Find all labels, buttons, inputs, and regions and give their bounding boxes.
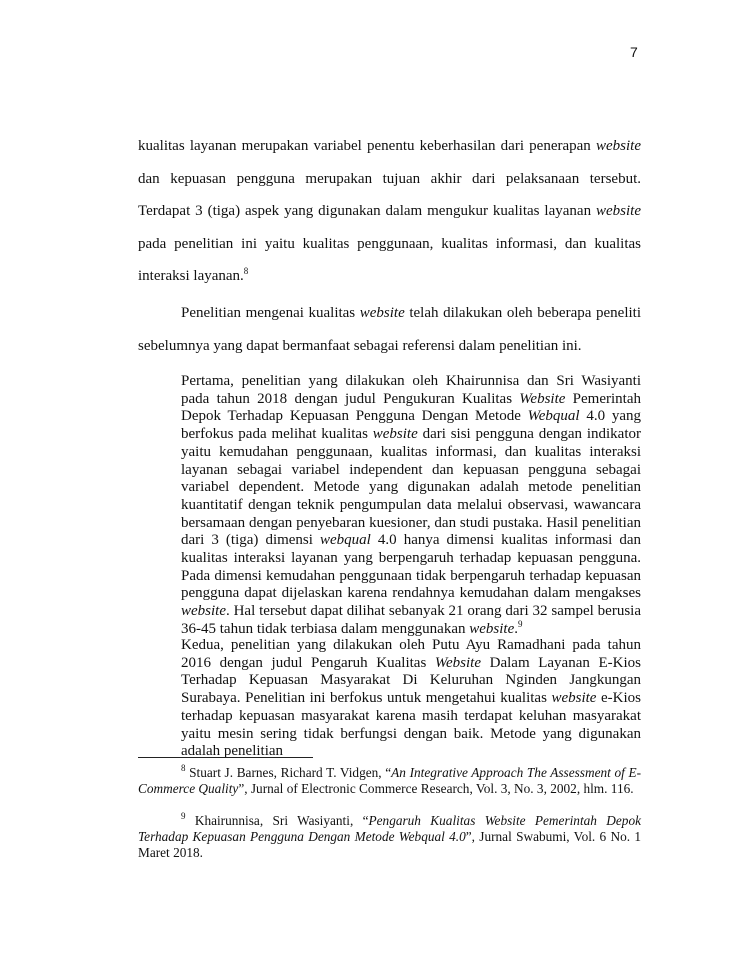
italic-term: webqual [320, 532, 371, 549]
text-run: dan kepuasan pengguna merupakan tujuan akhir dari pelaksanaan tersebut. Terdapat 3 (tiga) aspek yang digunakan dalam mengukur kualitas layanan [138, 170, 641, 220]
footnote-9 [138, 813, 641, 861]
text-run: telah dilakukan oleh beberapa peneliti sebelumnya yang dapat bermanfaat sebagai referensi dalam penelitian ini. [138, 305, 641, 354]
italic-term: website [181, 603, 226, 620]
text-run: Dalam Layanan E-Kios Terhadap Kepuasan Masyarakat Di Keluruhan Nginden Jangkungan Surabaya. Penelitian ini berfokus untuk mengetahui kualitas [181, 654, 641, 707]
body-paragraph-1 [138, 130, 641, 293]
text-run: Pemerintah Depok Terhadap Kepuasan Pengguna Dengan Metode [181, 390, 641, 425]
italic-title: An Integrative Approach The Assessment of E-Commerce Quality [138, 765, 641, 796]
text-run: . [514, 620, 518, 637]
footnote-reference: 9 [518, 618, 523, 629]
page-number: 7 [630, 44, 638, 60]
text-run: Kedua, penelitian yang dilakukan oleh Putu Ayu Ramadhani pada tahun 2016 dengan judul Pengaruh Kualitas [181, 637, 641, 671]
italic-term: website [596, 203, 641, 220]
text-run: . Hal tersebut dapat dilihat sebanyak 21 orang dari 32 sampel berusia 36-45 tahun tidak terbiasa dalam menggunakan [181, 603, 641, 637]
text-run: dari sisi pengguna dengan indikator yaitu kemudahan penggunaan, kualitas informasi, dan kualitas interaksi layanan sebagai variabel independent dan kepuasan pengguna sebagai variabel dependent. Metode yang digunakan adalah metode penelitian kuantitatif dengan teknik pengumpulan data melalui observasi, wawancara bersamaan dengan penyebaran kuesioner, dan studi pustaka. Hasil penelitian dari 3 (tiga) dimensi [181, 426, 641, 549]
footnote-8 [138, 765, 641, 797]
text-run: Stuart J. Barnes, Richard T. Vidgen, “ [185, 765, 392, 780]
text-run: pada penelitian ini yaitu kualitas penggunaan, kualitas informasi, dan kualitas interaksi layanan. [138, 235, 641, 285]
italic-term: Webqual [527, 408, 580, 425]
italic-term: website [372, 426, 418, 443]
block-quote-2 [181, 637, 641, 761]
italic-term: website [596, 138, 641, 154]
footnote-separator [138, 757, 313, 758]
text-run: Penelitian mengenai kualitas [181, 305, 360, 321]
italic-term: Website [434, 654, 482, 671]
footnote-number: 9 [181, 811, 186, 821]
text-run: Khairunnisa, Sri Wasiyanti, “ [185, 813, 369, 828]
text-run: kualitas layanan merupakan variabel penentu keberhasilan dari penerapan [138, 138, 596, 154]
text-run: ”, Jurnal of Electronic Commerce Research, Vol. 3, No. 3, 2002, hlm. 116. [238, 781, 634, 796]
body-paragraph-2 [138, 297, 641, 362]
footnote-reference: 8 [243, 266, 249, 277]
footnote-number: 8 [181, 763, 186, 773]
italic-term: website [551, 690, 597, 707]
italic-term: website [359, 305, 405, 321]
italic-term: website [469, 620, 515, 637]
italic-title: Pengaruh Kualitas Website Pemerintah Depok Terhadap Kepuasan Pengguna Dengan Metode Webqual 4.0 [138, 813, 641, 844]
text-run: ”, Jurnal Swabumi, Vol. 6 No. 1 Maret 2018. [138, 829, 641, 860]
text-run: Pertama, penelitian yang dilakukan oleh Khairunnisa dan Sri Wasiyanti pada tahun 2018 dengan judul Pengukuran Kualitas [181, 373, 641, 407]
text-run: 4.0 yang berfokus pada melihat kualitas [181, 408, 641, 443]
block-quote-1 [181, 373, 641, 639]
italic-term: Website [519, 390, 566, 407]
text-run: 4.0 hanya dimensi kualitas informasi dan kualitas interaksi layanan yang berpengaruh terhadap kepuasan pengguna. Pada dimensi kemudahan penggunaan tidak berpengaruh terhadap kepuasan pengguna dapat dijelaskan karena rendahnya kemudahan dalam mengakses [181, 532, 641, 602]
text-run: e-Kios terhadap kepuasan masyarakat karena masih terdapat keluhan masyarakat yaitu mesin sering tidak berfungsi dengan baik. Metode yang digunakan adalah penelitian [181, 690, 641, 760]
